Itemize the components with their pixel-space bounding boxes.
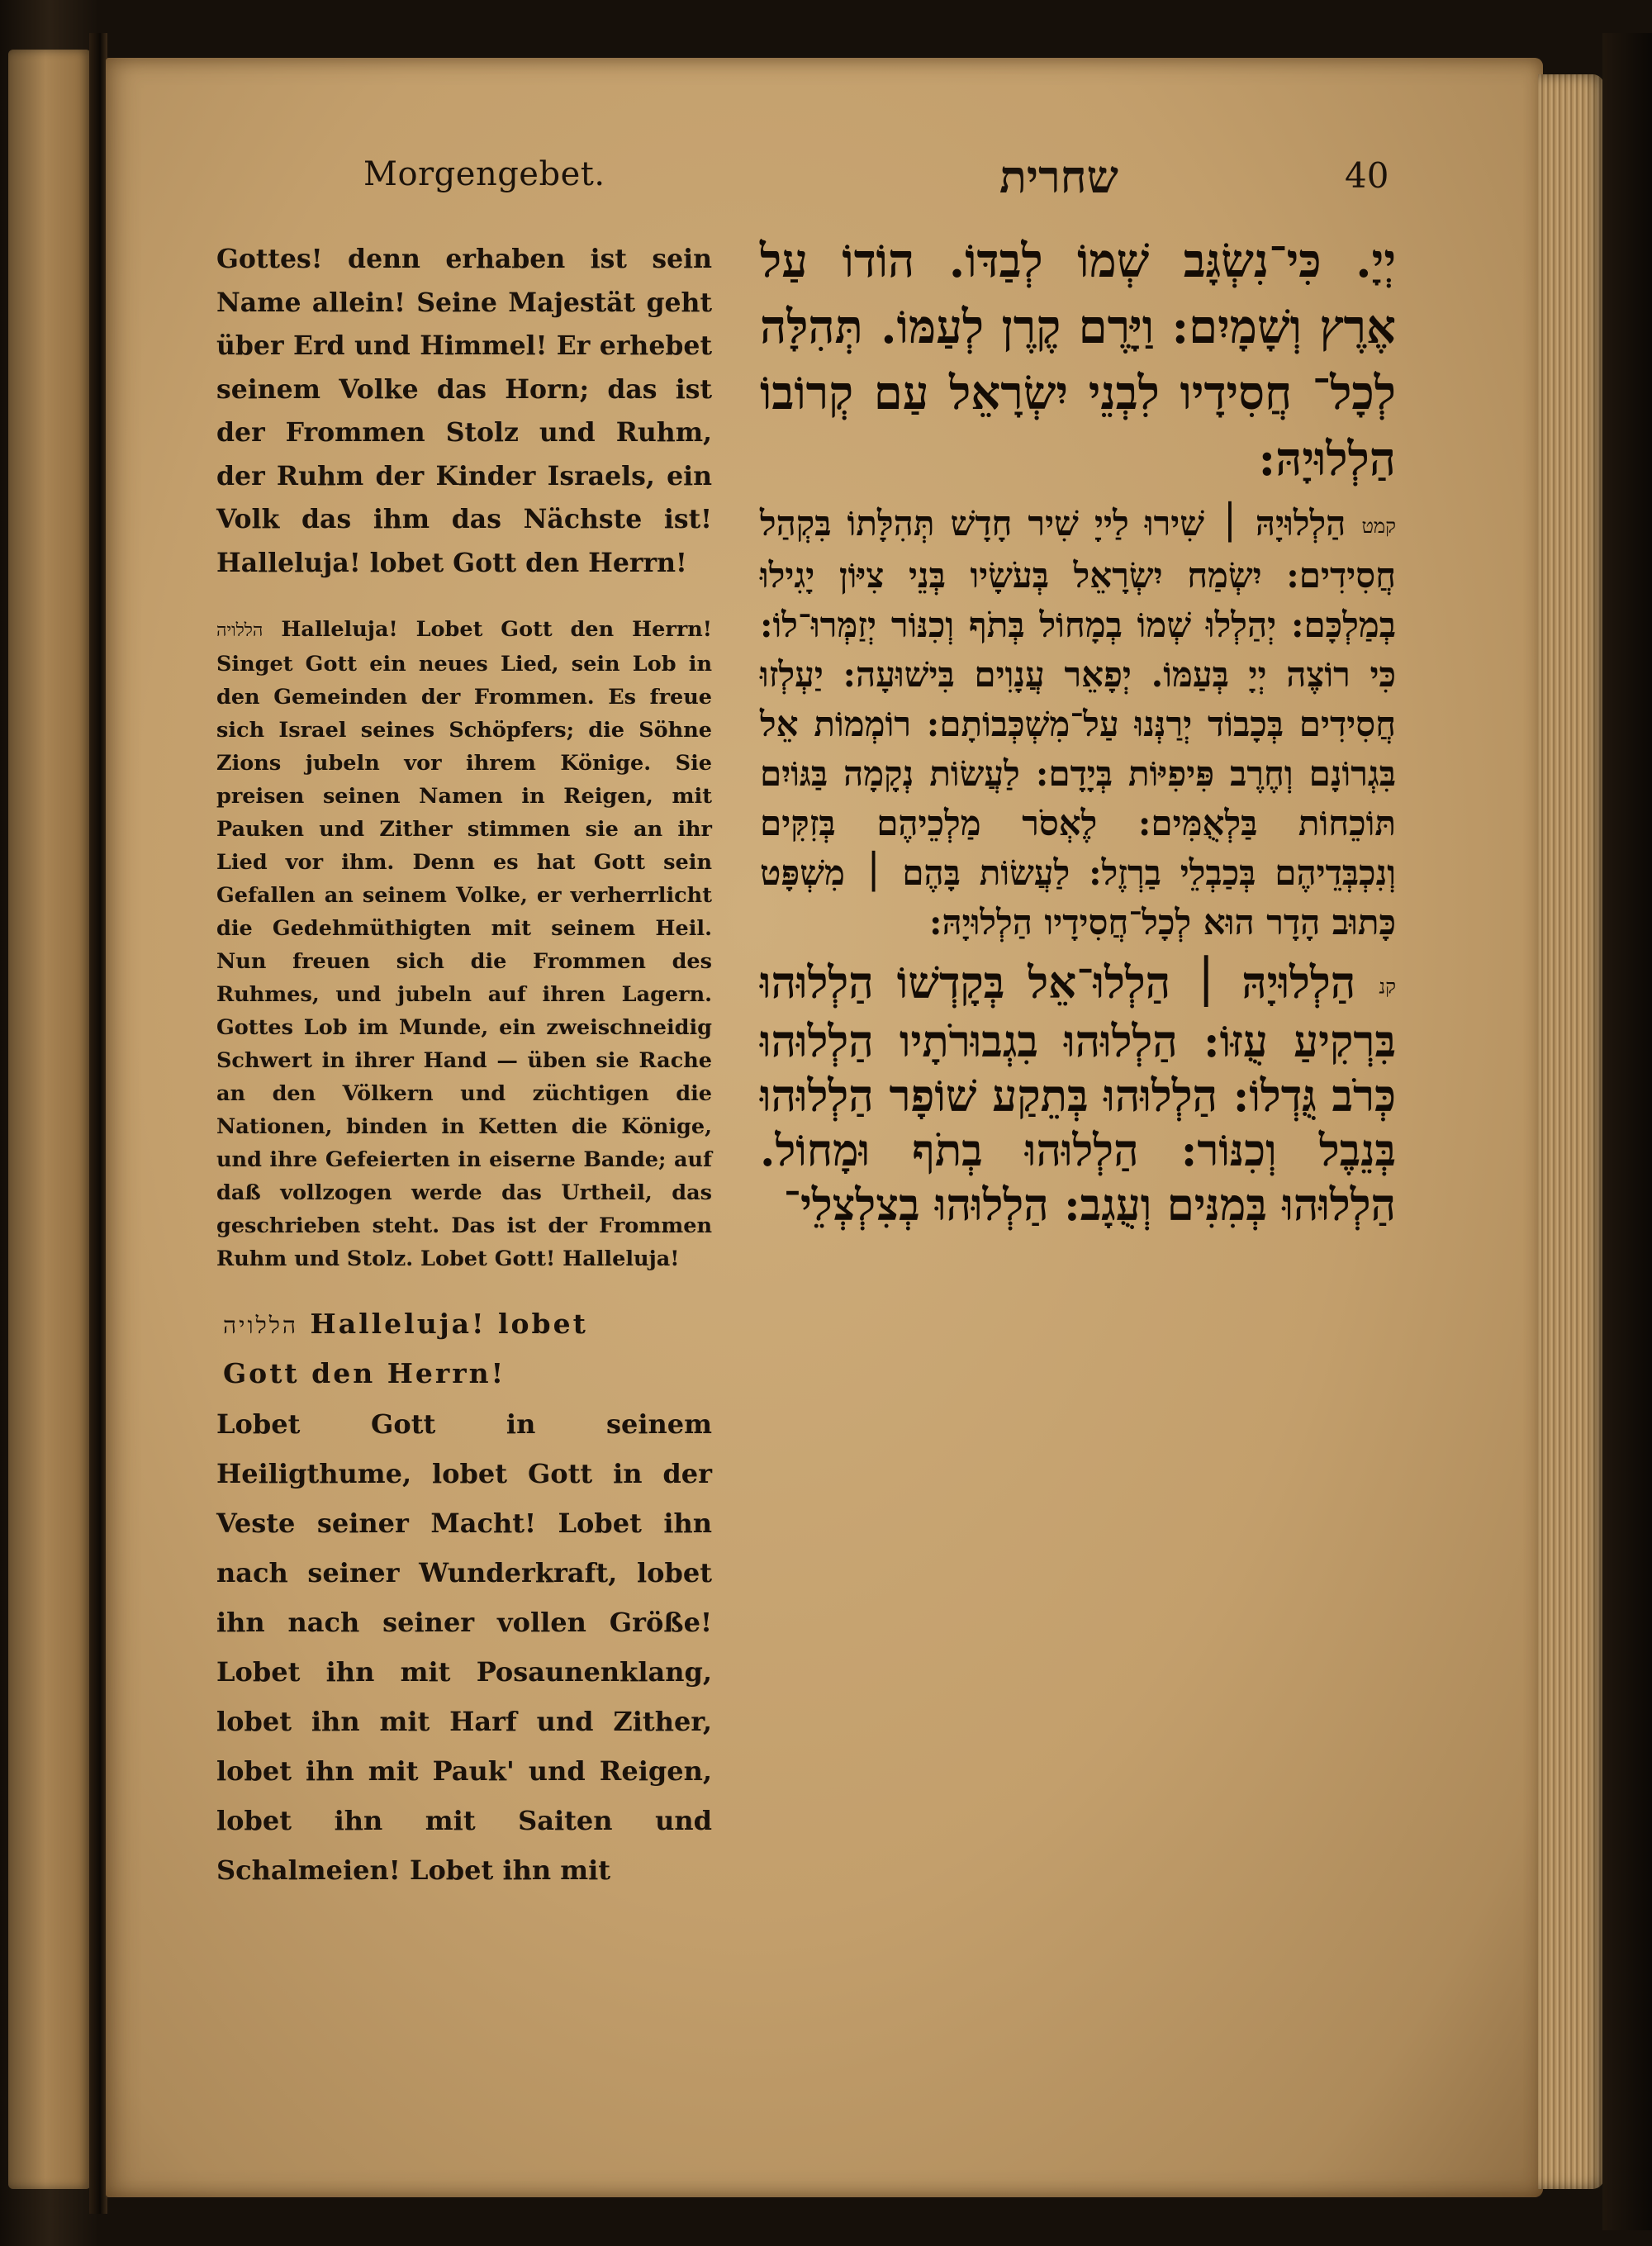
psalm-number-marker: קנ	[1379, 975, 1396, 999]
psalm-number-marker: קמט	[1361, 515, 1397, 538]
hebrew-block-1: יְיָ. כִּי־נִשְׂגָּב שְׁמוֹ לְבַדּוֹ. הוֹדוֹ עַל אֶרֶץ וְשָׁמָיִם: וַיָּרֶם קֶרֶן לְעַמּוֹ. תְּהִלָּה לְכָל־ חֲסִידָיו לִבְנֵי יִשְׂרָאֵל עַם קְרוֹבוֹ הַלְלוּיָהּ:	[760, 234, 1397, 487]
hebrew-block-3-text: הַלְלוּיָהּ ׀ הַלְלוּ־אֵל בְּקָדְשׁוֹ הַלְלוּהוּ בִּרְקִיעַ עֻזּוֹ: הַלְלוּהוּ בִגְבוּרֹתָיו הַלְלוּהוּ כְּרֹב גֻּדְלוֹ: הַלְלוּהוּ בְּתֵקַע שׁוֹפָר הַלְלוּהוּ בְּנֵבֶל וְכִנּוֹר: הַלְלוּהוּ בְתֹף וּמָחוֹל. הַלְלוּהוּ בְּמִנִּים וְעֻגָב: הַלְלוּהוּ בְצִלְצְלֵי־	[760, 957, 1396, 1231]
hebrew-block-2-text: הַלְלוּיָהּ ׀ שִׁירוּ לַייָ שִׁיר חָדָשׁ תְּהִלָּתוֹ בִּקְהַל חֲסִידִים: יִשְׂמַח יִשְׂרָאֵל בְּעֹשָׂיו בְּנֵי צִיּוֹן יָגִילוּ בְמַלְכָּם: יְהַלְלוּ שְׁמוֹ בְמָחוֹל בְּתֹף וְכִנּוֹר יְזַמְּרוּ־לוֹ: כִּי רוֹצֶה יְיָ בְּעַמּוֹ. יְפָאֵר עֲנָוִים בִּישׁוּעָה: יַעְלְזוּ חֲסִידִים בְּכָבוֹד יְרַנְּנוּ עַל־מִשְׁכְּבוֹתָם: רוֹמְמוֹת אֵל בִּגְרוֹנָם וְחֶרֶב פִּיפִיּוֹת בְּיָדָם: לַעֲשׂוֹת נְקָמָה בַּגּוֹיִם תּוֹכֵחוֹת בַּלְאֻמִּים: לֶאְסֹר מַלְכֵיהֶם בְּזִקִּים וְנִכְבְּדֵיהֶם בְּכַבְלֵי בַרְזֶל: לַעֲשׂוֹת בָּהֶם ׀ מִשְׁפָּט כָּתוּב הָדָר הוּא לְכָל־חֲסִידָיו הַלְלוּיָהּ:	[760, 503, 1396, 943]
hebrew-page-title: שחרית	[999, 150, 1118, 203]
heading-line-2: Gott den Herrn!	[223, 1357, 506, 1389]
page-number: 40	[1345, 155, 1389, 196]
heading-marker: הללויה	[223, 1312, 299, 1339]
running-head: Morgengebet.	[363, 155, 605, 193]
hebrew-block-2	[760, 499, 1396, 947]
paragraph-marker: הללויה	[216, 620, 263, 641]
german-translation-column	[216, 238, 712, 1895]
german-paragraph-2-text: Halleluja! Lobet Gott den Herrn! Singet Gott ein neues Lied, sein Lob in den Gemeinden der Frommen. Es freue sich Israel seines Schöpfers; die Söhne Zions jubeln vor ihrem Könige. Sie preisen seinen Namen in Reigen, mit Pauken und Zither stimmen sie an ihr Lied vor ihm. Denn es hat Gott sein Gefallen an seinem Volke, er verherrlicht die Gedehmüthigten mit seinem Heil. Nun freuen sich die Frommen des Ruhmes, und jubeln auf ihren Lagern. Gottes Lob im Munde, ein zweischneidig Schwert in ihrer Hand — üben sie Rache an den Völkern und züchtigen die Nationen, binden in Ketten die Könige, und ihre Gefeierten in eiserne Bande; auf daß vollzogen werde das Urtheil, das geschrieben steht. Das ist der Frommen Ruhm und Stolz. Lobet Gott! Halleluja!	[216, 617, 712, 1271]
german-paragraph-1: Gottes! denn erhaben ist sein Name allein! Seine Majestät geht über Erd und Himmel! Er erhebet seinem Volke das Horn; das ist der Frommen Stolz und Ruhm, der Ruhm der Kinder Israels, ein Volk das ihm das Nächste ist! Halleluja! lobet Gott den Herrn!	[216, 244, 712, 578]
page-edges-stack	[1538, 74, 1604, 2189]
german-section-heading	[216, 1300, 712, 1398]
previous-page-edge	[8, 50, 91, 2189]
hebrew-text-column	[760, 228, 1396, 1232]
german-paragraph-2	[216, 613, 712, 1275]
heading-line-1: Halleluja! lobet	[310, 1308, 588, 1340]
german-paragraph-3: Lobet Gott in seinem Heiligthume, lobet Gott in der Veste seiner Macht! Lobet ihn nach seiner Wunderkraft, lobet ihn nach seiner vollen Größe! Lobet ihn mit Posaunenklang, lobet ihn mit Harf und Zither, lobet ihn mit Pauk' und Reigen, lobet ihn mit Saiten und Schalmeien! Lobet ihn mit	[216, 1408, 712, 1886]
cover-board-edge	[1602, 33, 1652, 2230]
hebrew-block-3	[760, 956, 1396, 1232]
book-gutter	[89, 33, 107, 2214]
